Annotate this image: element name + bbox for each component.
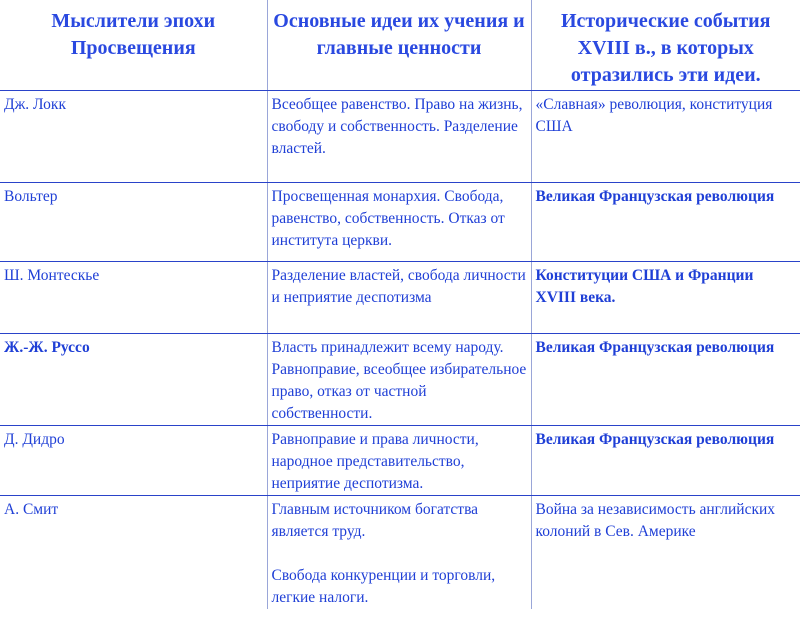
header-ideas: Основные идеи их учения и главные ценности — [267, 0, 531, 91]
ideas-cell — [267, 496, 531, 610]
table-row — [0, 334, 800, 426]
ideas-cell: Власть принадлежит всему народу. Равноправие, всеобщее избирательное право, отказ от частной собственности. — [267, 334, 531, 426]
thinker-cell: Дж. Локк — [0, 91, 267, 183]
thinker-cell: Д. Дидро — [0, 426, 267, 496]
header-events: Исторические события XVIII в., в которых отразились эти идеи. — [531, 0, 800, 91]
ideas-cell: Разделение властей, свобода личности и неприятие деспотизма — [267, 262, 531, 334]
ideas-cell: Всеобщее равенство. Право на жизнь, свободу и собственность. Разделение властей. — [267, 91, 531, 183]
events-cell: Великая Французская революция — [531, 426, 800, 496]
table-row — [0, 183, 800, 262]
thinker-cell: Ж.-Ж. Руссо — [0, 334, 267, 426]
table-row — [0, 91, 800, 183]
thinker-cell: Вольтер — [0, 183, 267, 262]
ideas-main-text: Главным источником богатства является труд. — [271, 501, 479, 540]
ideas-extra-text: Свобода конкуренции и торговли, легкие налоги. — [271, 567, 496, 606]
thinker-cell: Ш. Монтескье — [0, 262, 267, 334]
events-cell: Великая Французская революция — [531, 183, 800, 262]
ideas-cell: Равноправие и права личности, народное представительство, неприятие деспотизма. — [267, 426, 531, 496]
table-row — [0, 496, 800, 610]
table-row — [0, 426, 800, 496]
events-cell: «Славная» революция, конституция США — [531, 91, 800, 183]
events-cell: Конституции США и Франции XVIII века. — [531, 262, 800, 334]
ideas-cell: Просвещенная монархия. Свобода, равенство, собственность. Отказ от института церкви. — [267, 183, 531, 262]
events-cell: Война за независимость английских колоний в Сев. Америке — [531, 496, 800, 610]
thinker-cell: А. Смит — [4, 501, 59, 518]
events-cell: Великая Французская революция — [531, 334, 800, 426]
header-row — [0, 0, 800, 91]
header-thinkers: Мыслители эпохи Просвещения — [0, 0, 267, 91]
table-row — [0, 262, 800, 334]
